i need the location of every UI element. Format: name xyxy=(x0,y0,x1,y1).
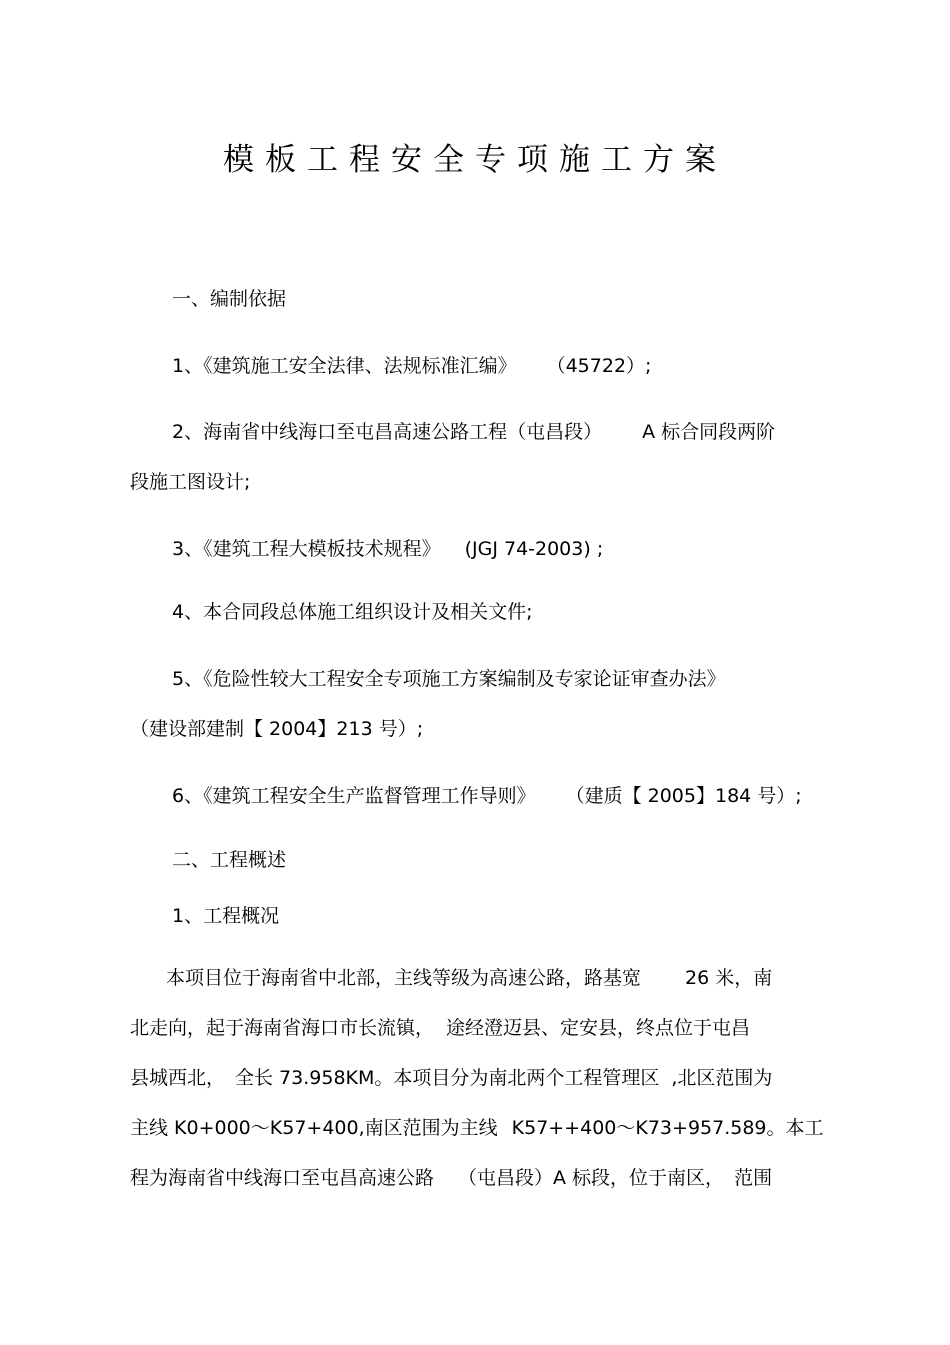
overview-line-3-b: 全长 73.958KM。本项目分为南北两个工程管理区 xyxy=(235,1067,660,1089)
basis-item-2-line-1 xyxy=(172,418,872,446)
section-heading-overview: 二、工程概述 xyxy=(172,849,287,871)
overview-line-2-a: 北走向，起于海南省海口市长流镇， xyxy=(130,1017,435,1039)
overview-line-5 xyxy=(130,1164,830,1192)
overview-line-5-c: 范围 xyxy=(734,1167,773,1189)
basis-item-4: 4、本合同段总体施工组织设计及相关文件; xyxy=(172,601,533,623)
basis-item-1-ref: （45722）; xyxy=(546,355,652,377)
subsection-heading-overview: 1、工程概况 xyxy=(172,905,280,927)
overview-line-2-b: 途经澄迈县、定安县，终点位于屯昌 xyxy=(446,1017,751,1039)
overview-line-2 xyxy=(130,1014,830,1042)
section-heading-basis: 一、编制依据 xyxy=(172,288,287,310)
basis-item-2-line-2: 段施工图设计; xyxy=(130,471,251,493)
overview-line-1 xyxy=(166,964,830,992)
overview-line-3-c: ,北区范围为 xyxy=(671,1067,773,1089)
overview-line-1-b: 26 米，南 xyxy=(685,967,773,989)
overview-line-5-b: （屯昌段）A 标段，位于南区， xyxy=(458,1167,725,1189)
basis-item-2-tail: A 标合同段两阶 xyxy=(642,421,776,443)
overview-line-4 xyxy=(130,1114,830,1142)
basis-item-6-ref: （建质【 2005】184 号）; xyxy=(565,785,802,807)
basis-item-1 xyxy=(172,352,872,380)
basis-item-2-text: 2、海南省中线海口至屯昌高速公路工程（屯昌段） xyxy=(172,421,603,443)
overview-line-3-a: 县城西北， xyxy=(130,1067,226,1089)
basis-item-6-text: 6、《建筑工程安全生产监督管理工作导则》 xyxy=(172,785,536,807)
overview-line-1-a: 本项目位于海南省中北部，主线等级为高速公路，路基宽 xyxy=(166,967,642,989)
overview-line-4-a: 主线 K0+000～K57+400,南区范围为主线 xyxy=(130,1117,498,1139)
basis-item-3 xyxy=(172,535,872,563)
basis-item-5-line-1: 5、《危险性较大工程安全专项施工方案编制及专家论证审查办法》 xyxy=(172,668,726,690)
overview-line-5-a: 程为海南省中线海口至屯昌高速公路 xyxy=(130,1167,435,1189)
overview-line-3 xyxy=(130,1064,830,1092)
basis-item-5-line-2: （建设部建制【 2004】213 号）; xyxy=(130,718,424,740)
overview-line-4-b: K57++400～K73+957.589。本工 xyxy=(511,1117,824,1139)
basis-item-6 xyxy=(172,782,872,810)
basis-item-1-text: 1、《建筑施工安全法律、法规标准汇编》 xyxy=(172,355,517,377)
basis-item-3-ref: (JGJ 74-2003) ; xyxy=(464,538,604,560)
document-title: 模板工程安全专项施工方案 xyxy=(223,142,727,178)
basis-item-3-text: 3、《建筑工程大模板技术规程》 xyxy=(172,538,441,560)
